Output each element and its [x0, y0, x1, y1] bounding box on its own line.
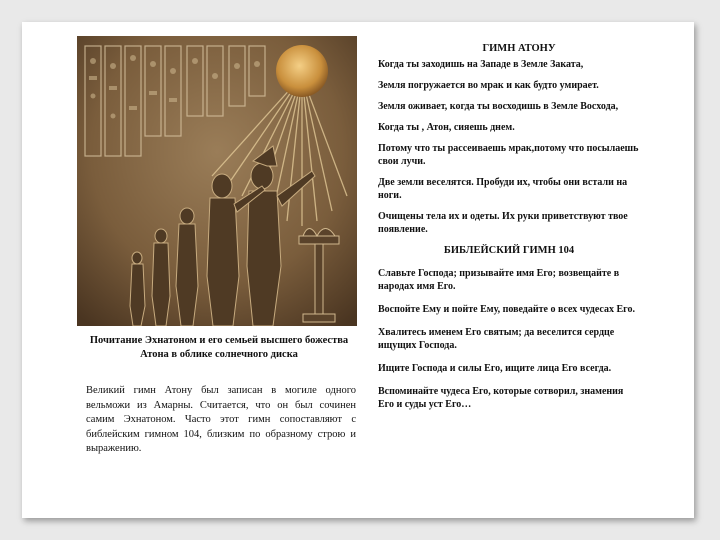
- bible-hymn-verses: [378, 267, 640, 411]
- bible-hymn-verse: Хвалитесь именем Его святым; да веселится сердце ищущих Господа.: [378, 327, 615, 351]
- hymns-column: [378, 42, 640, 421]
- relief-illustration: [77, 36, 357, 326]
- image-caption: Почитание Эхнатоном и его семьей высшего божества Атона в облике солнечного диска: [89, 335, 349, 360]
- slide: [22, 22, 694, 518]
- hymn-aton-verse: Очищены тела их и одеты. Их руки приветствуют твое появление.: [378, 211, 628, 235]
- hymn-aton-verses: [378, 58, 640, 236]
- hymn-aton-title: ГИМН АТОНУ: [482, 43, 556, 54]
- hymn-aton-verse: Потому что ты рассеиваешь мрак,потому что посылаешь свои лучи.: [378, 143, 639, 167]
- bible-hymn-title: БИБЛЕЙСКИЙ ГИМН 104: [443, 245, 575, 256]
- bible-hymn-verse: Ищите Господа и силы Его, ищите лица Его всегда.: [378, 363, 612, 374]
- hymn-aton-verse: Земля погружается во мрак и как будто умирает.: [378, 80, 599, 91]
- sun-disc-icon: [276, 45, 328, 97]
- hymn-aton-verse: Земля оживает, когда ты восходишь в Земле Восхода,: [378, 101, 619, 112]
- hymn-aton-verse: Когда ты , Атон, сияешь днем.: [378, 122, 515, 133]
- amarna-relief-image: [77, 36, 357, 326]
- bible-hymn-verse: Славьте Господа; призывайте имя Его; возвещайте в народах имя Его.: [378, 268, 620, 292]
- hymn-description: Великий гимн Атону был записан в могиле одного вельможи из Амарны. Считается, что он был сочинен самим Эхнатоном. Часто этот гимн сопоставляют с библейским гимном 104, близким по образному строю и выражению.: [86, 385, 356, 454]
- bible-hymn-verse: Вспоминайте чудеса Его, которые сотворил, знамения Его и суды уст Его…: [378, 386, 624, 410]
- hymn-aton-verse: Две земли веселятся. Пробуди их, чтобы они встали на ноги.: [378, 177, 628, 201]
- bible-hymn-verse: Воспойте Ему и пойте Ему, поведайте о всех чудесах Его.: [378, 304, 635, 315]
- hymn-aton-verse: Когда ты заходишь на Западе в Земле Заката,: [378, 59, 584, 70]
